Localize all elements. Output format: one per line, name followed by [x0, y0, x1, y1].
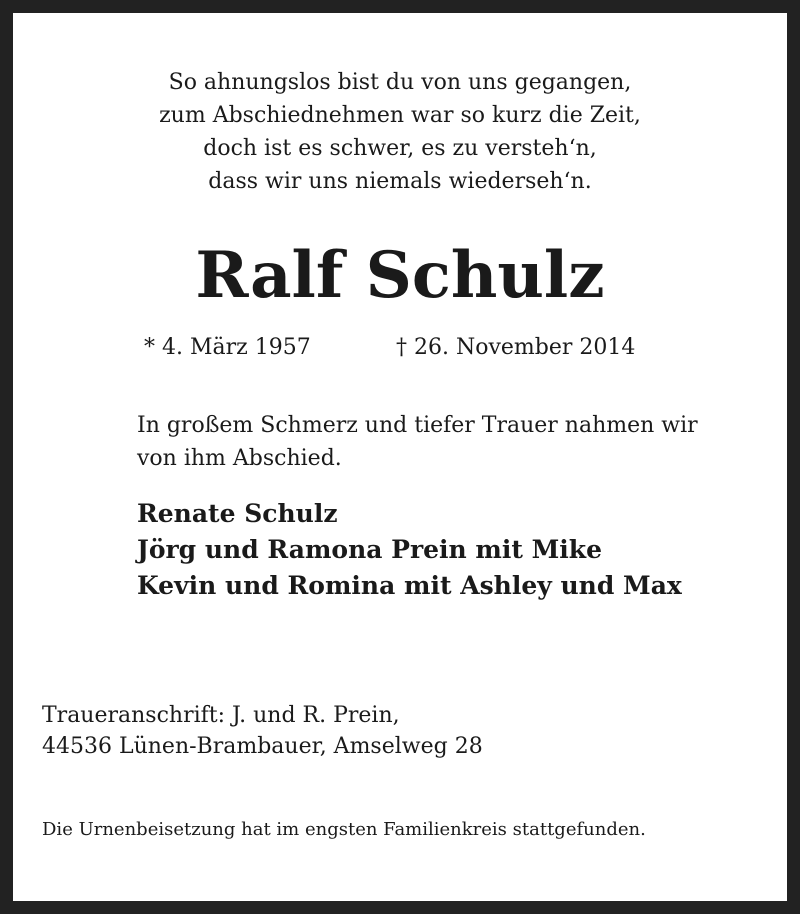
- mourning-text: [137, 409, 698, 475]
- poem-line: dass wir uns niemals wiederseh‘n.: [208, 169, 592, 194]
- family-name: Renate Schulz: [137, 499, 338, 528]
- memorial-poem: [0, 66, 800, 198]
- address-line: Traueranschrift: J. und R. Prein,: [42, 703, 400, 728]
- death-date: † 26. November 2014: [396, 335, 636, 360]
- birth-date: * 4. März 1957: [144, 335, 311, 360]
- poem-line: So ahnungslos bist du von uns gegangen,: [168, 70, 632, 95]
- family-name: Kevin und Romina mit Ashley und Max: [137, 571, 682, 600]
- mourning-address: [42, 700, 483, 762]
- poem-line: doch ist es schwer, es zu versteh‘n,: [203, 136, 597, 161]
- address-line: 44536 Lünen-Brambauer, Amselweg 28: [42, 734, 483, 759]
- mourning-line: von ihm Abschied.: [137, 446, 342, 471]
- poem-line: zum Abschiednehmen war so kurz die Zeit,: [159, 103, 641, 128]
- family-name: Jörg und Ramona Prein mit Mike: [137, 535, 603, 564]
- family-signatures: [137, 496, 682, 604]
- deceased-name: Ralf Schulz: [195, 238, 605, 313]
- burial-note: Die Urnenbeisetzung hat im engsten Familienkreis stattgefunden.: [42, 819, 646, 840]
- mourning-line: In großem Schmerz und tiefer Trauer nahmen wir: [137, 413, 698, 438]
